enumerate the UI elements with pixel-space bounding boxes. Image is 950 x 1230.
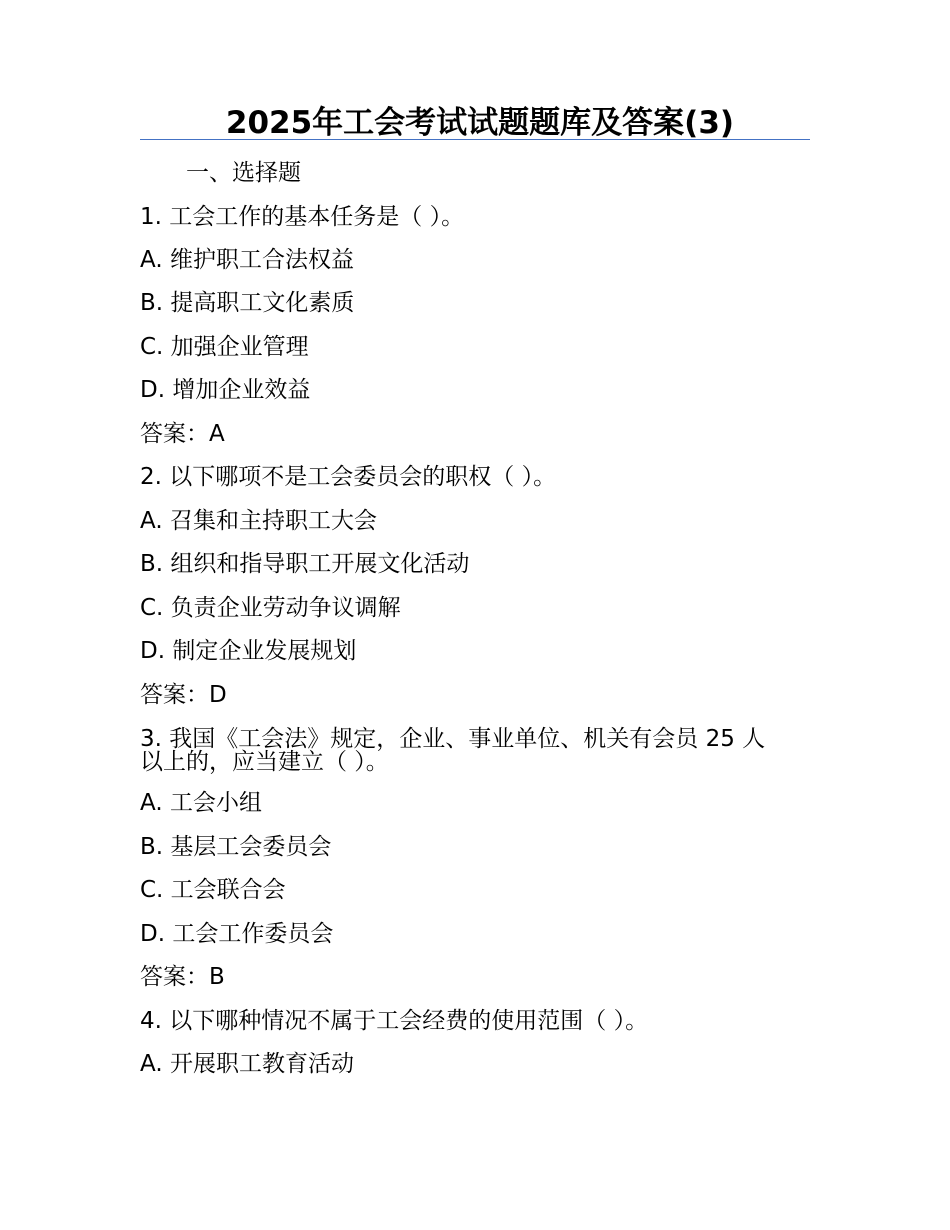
question-2-option-a: A. 召集和主持职工大会 xyxy=(140,508,377,534)
question-3-answer: 答案：B xyxy=(140,964,225,990)
question-3-option-d: D. 工会工作委员会 xyxy=(140,921,334,947)
question-1-option-b: B. 提高职工文化素质 xyxy=(140,290,355,316)
question-1-option-a: A. 维护职工合法权益 xyxy=(140,247,354,273)
question-1-answer: 答案：A xyxy=(140,421,225,447)
question-2-option-c: C. 负责企业劳动争议调解 xyxy=(140,595,401,621)
question-3-stem-line-2: 以上的，应当建立（ ）。 xyxy=(140,749,389,775)
question-4-option-a: A. 开展职工教育活动 xyxy=(140,1051,354,1077)
title-underline xyxy=(140,139,810,140)
question-2-answer: 答案：D xyxy=(140,682,227,708)
question-2-option-b: B. 组织和指导职工开展文化活动 xyxy=(140,551,470,577)
question-2-stem: 2. 以下哪项不是工会委员会的职权（ ）。 xyxy=(140,464,557,490)
question-1-option-d: D. 增加企业效益 xyxy=(140,377,311,403)
question-1-stem: 1. 工会工作的基本任务是（ ）。 xyxy=(140,204,465,230)
question-1-option-c: C. 加强企业管理 xyxy=(140,334,309,360)
question-3-option-b: B. 基层工会委员会 xyxy=(140,834,332,860)
question-3-option-a: A. 工会小组 xyxy=(140,790,262,816)
document-title: 2025年工会考试试题题库及答案(3) xyxy=(225,105,735,141)
question-2-option-d: D. 制定企业发展规划 xyxy=(140,638,357,664)
section-heading: 一、选择题 xyxy=(186,160,301,186)
question-3-option-c: C. 工会联合会 xyxy=(140,877,286,903)
question-3-stem-line-1: 3. 我国《工会法》规定，企业、事业单位、机关有会员 25 人 xyxy=(140,726,766,752)
question-4-stem: 4. 以下哪种情况不属于工会经费的使用范围（ ）。 xyxy=(140,1008,649,1034)
